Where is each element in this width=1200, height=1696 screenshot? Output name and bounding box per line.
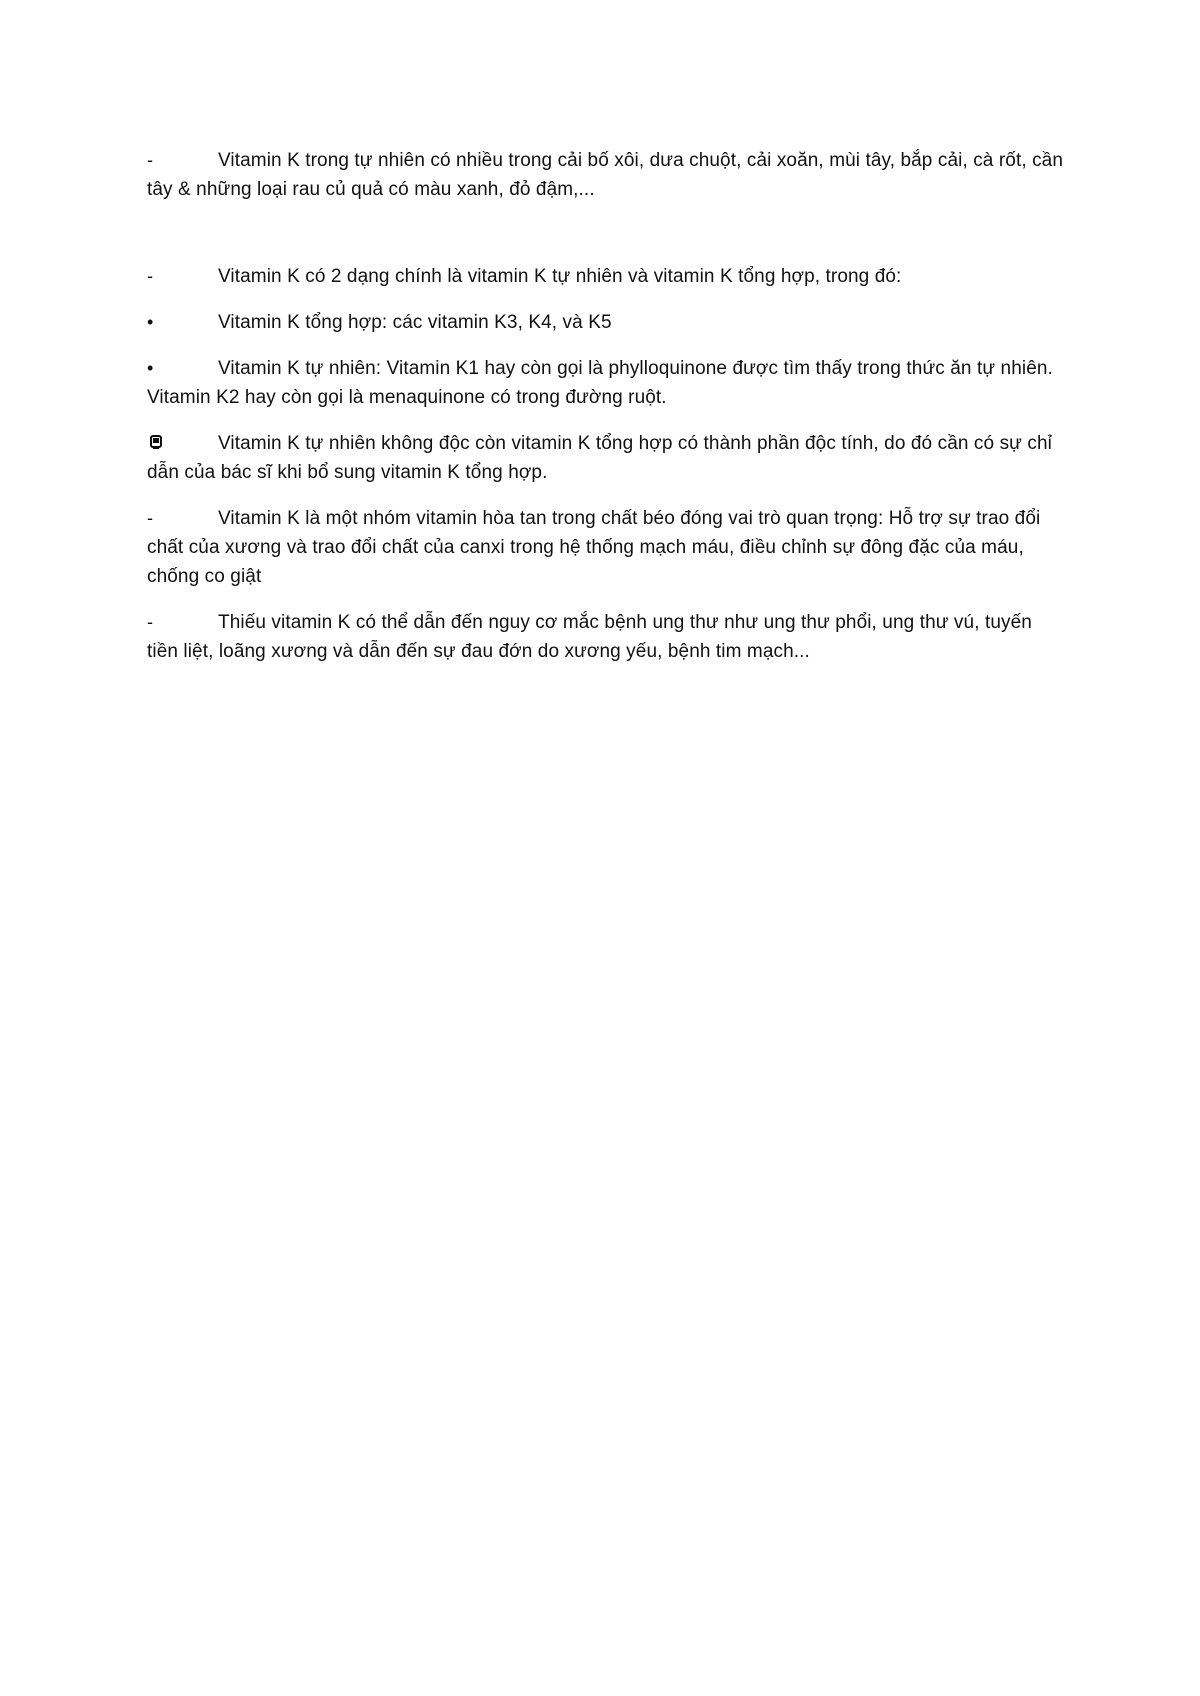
paragraph-synthetic-vitamin-k — [147, 308, 1067, 337]
paragraph-vitamin-k-role — [147, 504, 1067, 591]
paragraph-natural-vitamin-k — [147, 354, 1067, 412]
paragraph-vitamin-k-forms — [147, 262, 1067, 291]
paragraph-text: Vitamin K trong tự nhiên có nhiều trong cải bố xôi, dưa chuột, cải xoăn, mùi tây, bắp cải, cà rốt, cần tây & những loại rau củ quả có màu xanh, đỏ đậm,... — [147, 150, 1064, 200]
paragraph-text: Thiếu vitamin K có thể dẫn đến nguy cơ mắc bệnh ung thư như ung thư phổi, ung thư vú, tuyến tiền liệt, loãng xương và dẫn đến sự đau đớn do xương yếu, bệnh tim mạch... — [147, 612, 1032, 662]
bullet-marker: • — [147, 312, 154, 332]
paragraph-text: Vitamin K tổng hợp: các vitamin K3, K4, và K5 — [218, 312, 612, 333]
paragraph-text: Vitamin K tự nhiên không độc còn vitamin K tổng hợp có thành phần độc tính, do đó cần có sự chỉ dẫn của bác sĩ khi bổ sung vitamin K tổng hợp. — [147, 433, 1052, 483]
paragraph-text: Vitamin K là một nhóm vitamin hòa tan trong chất béo đóng vai trò quan trọng: Hỗ trợ sự trao đổi chất của xương và trao đổi chất của canxi trong hệ thống mạch máu, điều chỉnh sự đông đặc của máu, chống co giật — [147, 508, 1041, 587]
paragraph-toxicity-note — [147, 429, 1067, 487]
paragraph-text: Vitamin K tự nhiên: Vitamin K1 hay còn gọi là phylloquinone được tìm thấy trong thức ăn tự nhiên. Vitamin K2 hay còn gọi là menaquinone có trong đường ruột. — [147, 358, 1053, 408]
paragraph-vitamin-k-deficiency — [147, 608, 1067, 666]
special-bullet-icon — [150, 435, 174, 450]
bullet-marker: • — [147, 358, 154, 378]
dash-marker: - — [147, 150, 154, 170]
dash-marker: - — [147, 612, 154, 632]
document-body — [147, 146, 1067, 683]
paragraph-vitamin-k-sources — [147, 146, 1067, 204]
dash-marker: - — [147, 508, 154, 528]
paragraph-text: Vitamin K có 2 dạng chính là vitamin K tự nhiên và vitamin K tổng hợp, trong đó: — [218, 266, 902, 287]
dash-marker: - — [147, 266, 154, 286]
